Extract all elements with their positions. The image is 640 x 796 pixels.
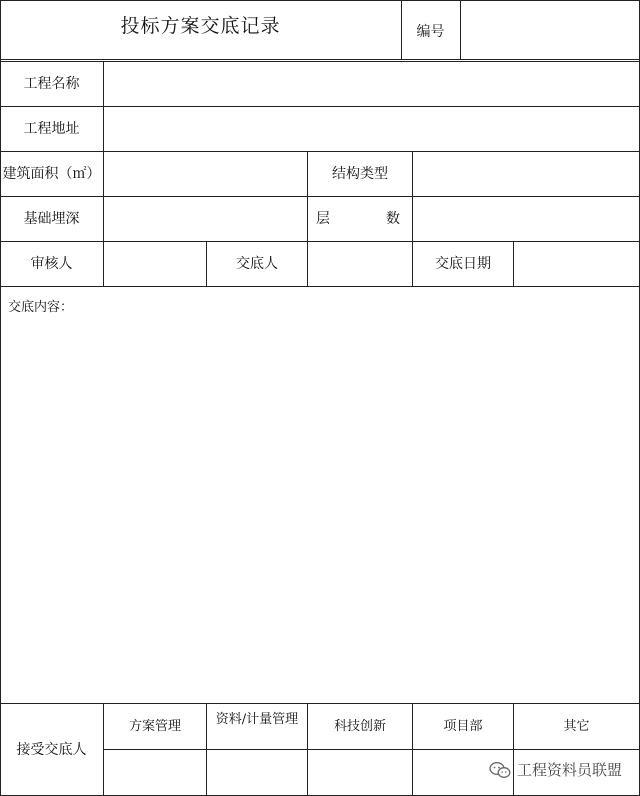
project-address-label: 工程地址 (23, 121, 80, 137)
content-area[interactable] (8, 318, 628, 696)
building-area-field[interactable] (104, 152, 307, 196)
structure-type-label: 结构类型 (332, 166, 388, 182)
reviewer-label: 审核人 (30, 256, 73, 272)
watermark-text: 工程资料员联盟 (516, 761, 622, 779)
dept-project: 项目部 (443, 719, 483, 734)
date-label: 交底日期 (435, 256, 491, 272)
building-area-label: 建筑面积（㎡） (2, 166, 101, 182)
signature-cell[interactable] (104, 750, 206, 795)
reviewer-field[interactable] (104, 242, 206, 286)
presenter-field[interactable] (308, 242, 412, 286)
floors-label (308, 197, 412, 241)
floors-label-part: 层 (316, 211, 330, 227)
dept-scheme-management: 方案管理 (128, 719, 181, 734)
date-field[interactable] (514, 242, 639, 286)
foundation-depth-label: 基础埋深 (23, 211, 80, 227)
content-label: 交底内容： (8, 300, 74, 315)
wechat-logo-icon (489, 761, 511, 779)
project-address-field[interactable] (104, 107, 639, 151)
watermark (489, 759, 622, 780)
foundation-depth-field[interactable] (104, 197, 307, 241)
dept-other: 其它 (563, 719, 590, 734)
presenter-label: 交底人 (236, 256, 278, 272)
form-title: 投标方案交底记录 (120, 14, 281, 37)
divider (0, 286, 640, 287)
divider (0, 59, 640, 60)
receiver-label: 接受交底人 (16, 742, 87, 758)
signature-cell[interactable] (207, 750, 307, 795)
floors-label-part: 数 (386, 211, 400, 227)
structure-type-field[interactable] (413, 152, 639, 196)
project-name-label: 工程名称 (23, 76, 80, 92)
number-field[interactable] (461, 0, 639, 59)
dept-tech-innovation: 科技创新 (333, 719, 386, 734)
signature-cell[interactable] (308, 750, 412, 795)
project-name-field[interactable] (104, 62, 639, 106)
dept-documents-measurement: 资料/计量管理 (215, 711, 299, 727)
number-label: 编号 (416, 24, 445, 40)
floors-field[interactable] (413, 197, 639, 241)
